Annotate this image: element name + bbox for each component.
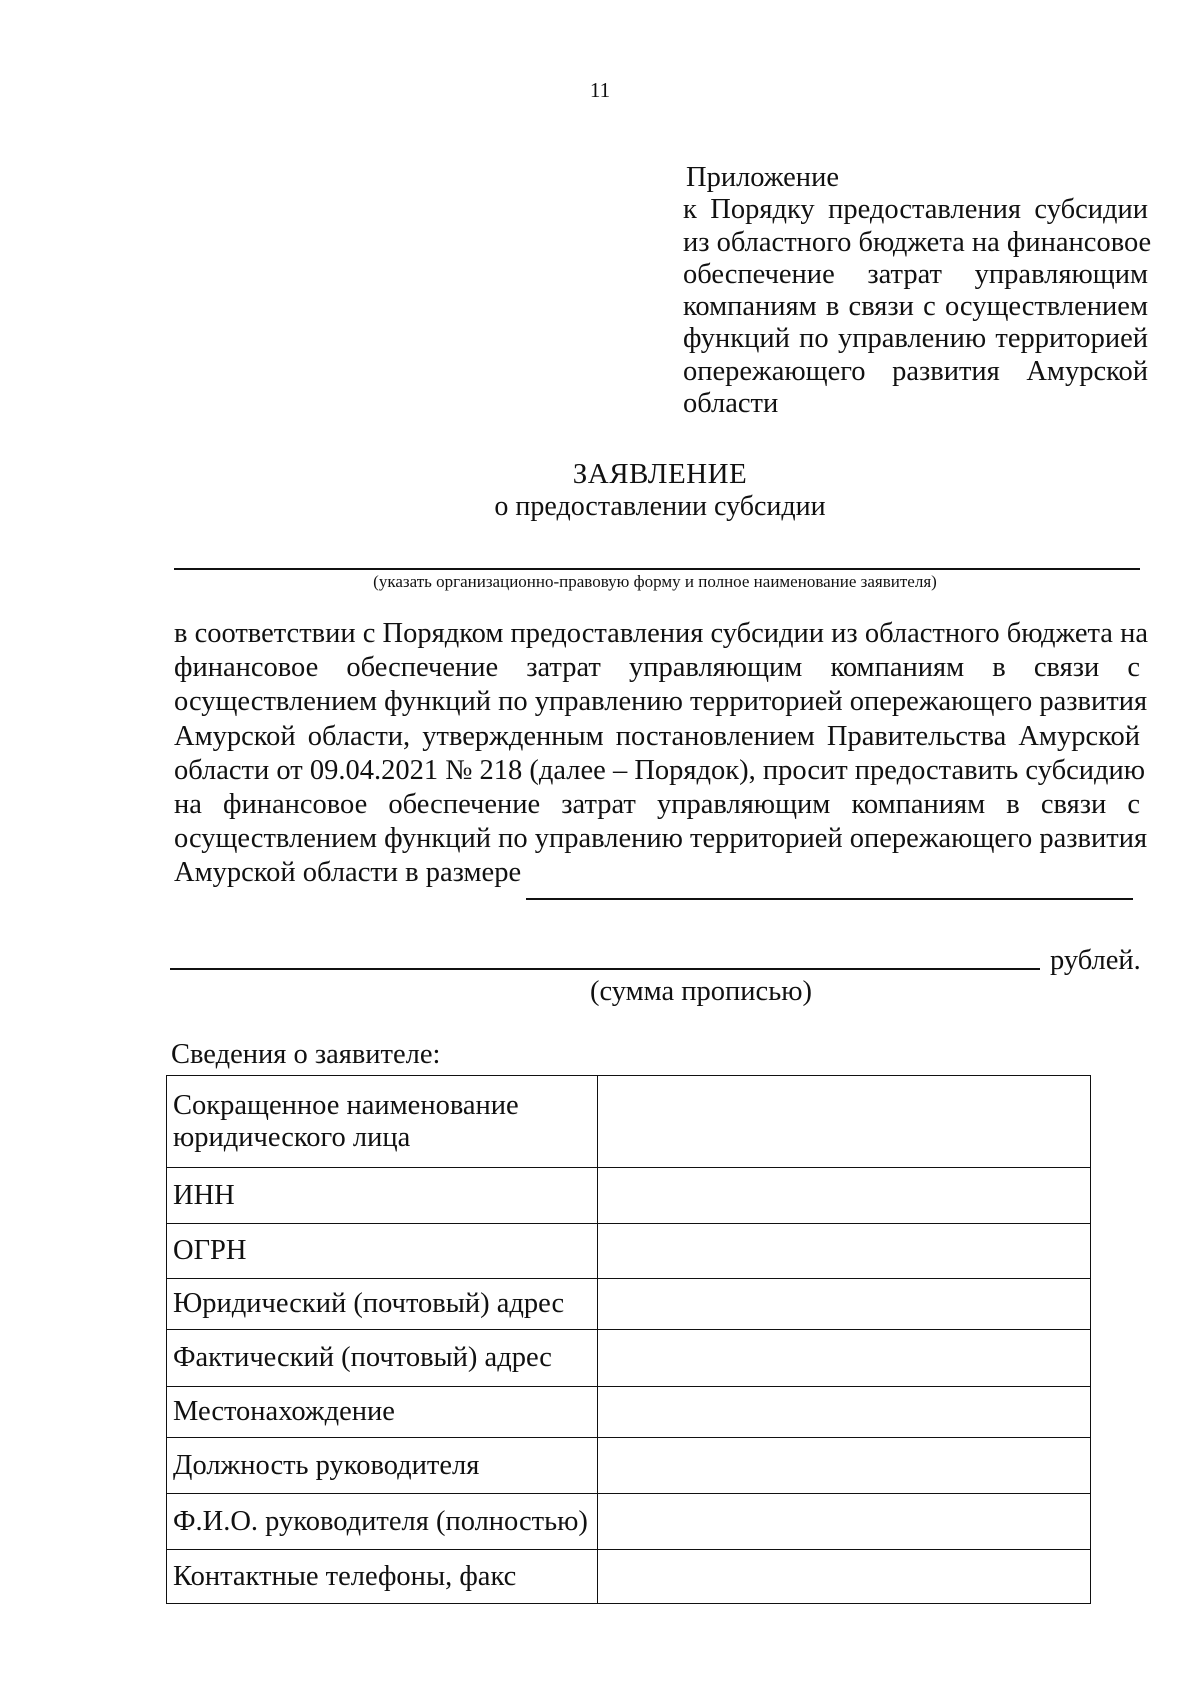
applicant-info-label: Сведения о заявителе: <box>171 1039 441 1070</box>
applicant-name-hint: (указать организационно-правовую форму и полное наименование заявителя) <box>373 572 937 591</box>
row-value-short-name[interactable] <box>598 1076 1091 1168</box>
row-label-contacts: Контактные телефоны, факс <box>167 1550 598 1604</box>
row-label-legal-address: Юридический (почтовый) адрес <box>167 1279 598 1330</box>
table-row <box>167 1330 1091 1387</box>
body-line: области от 09.04.2021 № 218 (далее – Порядок), просит предоставить субсидию <box>174 754 1146 786</box>
row-label-head-full-name: Ф.И.О. руководителя (полностью) <box>167 1494 598 1550</box>
table-row <box>167 1279 1091 1330</box>
appendix-block <box>683 162 1152 420</box>
row-label-inn: ИНН <box>167 1168 598 1224</box>
row-value-ogrn[interactable] <box>598 1224 1091 1279</box>
row-label-short-name: Сокращенное наименование юридического лица <box>167 1076 598 1168</box>
body-line: осуществлением функций по управлению территорией опережающего развития <box>174 823 1148 855</box>
row-label-ogrn: ОГРН <box>167 1224 598 1279</box>
row-value-legal-address[interactable] <box>598 1279 1091 1330</box>
table-row <box>167 1550 1091 1604</box>
table-row <box>167 1224 1091 1279</box>
table-row <box>167 1438 1091 1494</box>
row-value-head-full-name[interactable] <box>598 1494 1091 1550</box>
row-value-actual-address[interactable] <box>598 1330 1091 1387</box>
table-row <box>167 1168 1091 1224</box>
appendix-line: обеспечение затрат управляющим <box>683 258 1148 290</box>
body-line: Амурской области в размере <box>174 857 522 889</box>
row-value-head-position[interactable] <box>598 1438 1091 1494</box>
document-subtitle: о предоставлении субсидии <box>494 491 826 522</box>
row-label-head-position: Должность руководителя <box>167 1438 598 1494</box>
table-row <box>167 1076 1091 1168</box>
body-line: финансовое обеспечение затрат управляющим компаниям в связи с <box>174 652 1140 684</box>
amount-figure-line[interactable] <box>526 898 1133 900</box>
body-line: на финансовое обеспечение затрат управляющим компаниям в связи с <box>174 789 1140 821</box>
page-number: 11 <box>589 78 611 102</box>
amount-words-line[interactable] <box>170 968 1040 970</box>
body-line: в соответствии с Порядком предоставления субсидии из областного бюджета на <box>174 618 1148 649</box>
row-label-actual-address: Фактический (почтовый) адрес <box>167 1330 598 1387</box>
row-value-contacts[interactable] <box>598 1550 1091 1604</box>
appendix-heading: Приложение <box>686 162 839 193</box>
rubles-label: рублей. <box>1050 945 1141 976</box>
appendix-line: из областного бюджета на финансовое <box>683 226 1152 258</box>
body-line: осуществлением функций по управлению территорией опережающего развития <box>174 686 1148 718</box>
row-value-location[interactable] <box>598 1387 1091 1438</box>
appendix-line: области <box>683 388 779 420</box>
row-label-location: Местонахождение <box>167 1387 598 1438</box>
document-title: ЗАЯВЛЕНИЕ <box>572 458 748 490</box>
applicant-info-table <box>166 1075 1091 1604</box>
sum-in-words-caption: (сумма прописью) <box>590 976 812 1007</box>
row-value-inn[interactable] <box>598 1168 1091 1224</box>
appendix-line: компаниям в связи с осуществлением <box>683 291 1148 323</box>
appendix-line: к Порядку предоставления субсидии <box>683 194 1148 226</box>
application-body <box>174 617 1148 891</box>
appendix-line: функций по управлению территорией <box>683 323 1148 355</box>
table-row <box>167 1494 1091 1550</box>
applicant-name-line[interactable] <box>174 568 1140 570</box>
table-row <box>167 1387 1091 1438</box>
body-line: Амурской области, утвержденным постановлением Правительства Амурской <box>174 720 1140 752</box>
appendix-line: опережающего развития Амурской <box>683 355 1148 387</box>
